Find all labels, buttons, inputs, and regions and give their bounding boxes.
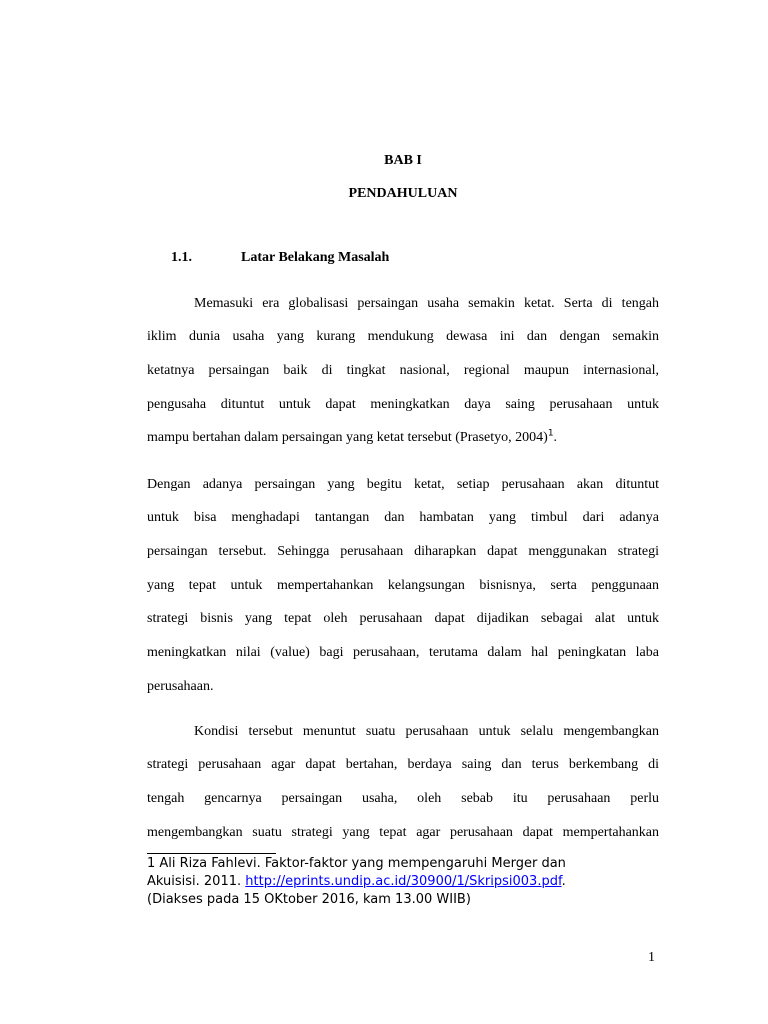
paragraph-1-line-4: pengusaha dituntut untuk dapat meningkatkan daya saing perusahaan untuk [147,397,659,412]
section-title: Latar Belakang Masalah [241,250,390,265]
paragraph-1-line-3: ketatnya persaingan baik di tingkat nasional, regional maupun internasional, [147,363,659,378]
paragraph-2-line-5: strategi bisnis yang tepat oleh perusahaan dapat dijadikan sebagai alat untuk [147,611,659,626]
paragraph-2-line-7: perusahaan. [147,679,214,694]
paragraph-1-end: . [553,430,558,445]
paragraph-2-line-3: persaingan tersebut. Sehingga perusahaan diharapkan dapat menggunakan strategi [147,544,659,559]
chapter-label: BAB I [384,153,422,168]
paragraph-1-line-1: Memasuki era globalisasi persaingan usaha semakin ketat. Serta di tengah [194,296,659,311]
paragraph-1-line-2: iklim dunia usaha yang kurang mendukung dewasa ini dan dengan semakin [147,329,659,344]
paragraph-2-line-4: yang tepat untuk mempertahankan kelangsungan bisnisnya, serta penggunaan [147,578,659,593]
paragraph-2-line-1: Dengan adanya persaingan yang begitu ketat, setiap perusahaan akan dituntut [147,477,659,492]
paragraph-2-line-2: untuk bisa menghadapi tantangan dan hambatan yang timbul dari adanya [147,510,659,525]
footnote-line-3: (Diakses pada 15 OKtober 2016, kam 13.00 WIIB) [147,892,471,907]
footnote-reference[interactable]: 1 [547,428,554,439]
paragraph-1-line-5 [147,430,659,446]
paragraph-2-line-6: meningkatkan nilai (value) bagi perusahaan, terutama dalam hal peningkatan laba [147,645,659,660]
section-number: 1.1. [171,250,192,265]
footnote-line-1: 1 Ali Riza Fahlevi. Faktor-faktor yang mempengaruhi Merger dan [147,856,566,871]
chapter-title: PENDAHULUAN [348,186,458,201]
page-number: 1 [648,950,655,965]
paragraph-3-line-2: strategi perusahaan agar dapat bertahan, berdaya saing dan terus berkembang di [147,757,659,772]
paragraph-1-line-5-text: mampu bertahan dalam persaingan yang ketat tersebut (Prasetyo, 2004) [147,430,548,445]
footnote-line-2-prefix: Akuisisi. 2011. [147,874,246,889]
paragraph-3-line-1: Kondisi tersebut menuntut suatu perusahaan untuk selalu mengembangkan [194,724,659,739]
paragraph-3-line-3: tengah gencarnya persaingan usaha, oleh sebab itu perusahaan perlu [147,791,659,806]
footnote-separator [147,853,276,854]
footnote-source-link[interactable]: http://eprints.undip.ac.id/30900/1/Skripsi003.pdf [245,874,562,889]
footnote-line-2 [147,873,566,890]
footnote-line-2-suffix: . [561,874,566,889]
paragraph-3-line-4: mengembangkan suatu strategi yang tepat agar perusahaan dapat mempertahankan [147,825,659,840]
